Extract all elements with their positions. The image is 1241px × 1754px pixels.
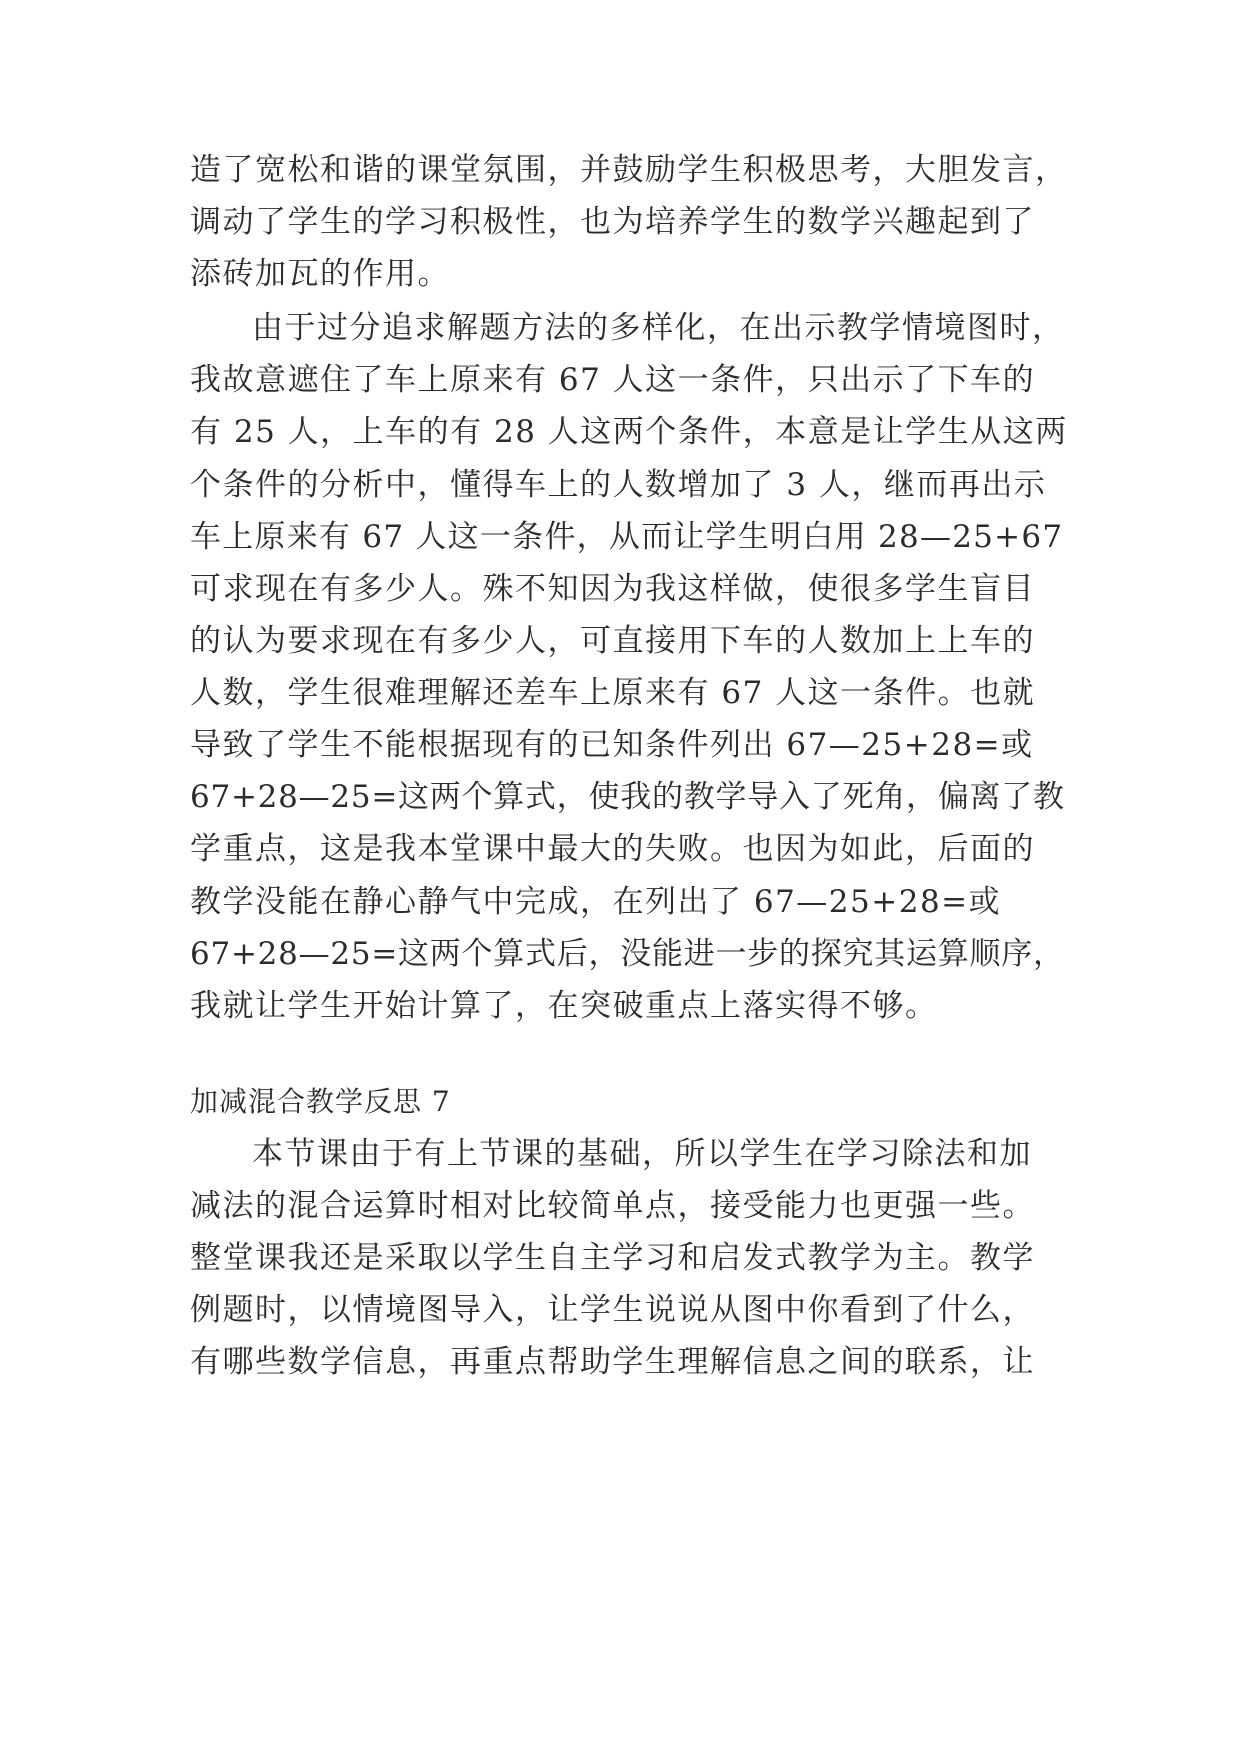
paragraph-1-line-1: 造了宽松和谐的课堂氛围，并鼓励学生积极思考，大胆发言， <box>190 152 1068 188</box>
paragraph-2-line-1: 由于过分追求解题方法的多样化，在出示教学情境图时， <box>252 310 1065 346</box>
paragraph-2-line-13: 67+28—25=这两个算式后，没能进一步的探究其运算顺序， <box>190 936 1065 972</box>
paragraph-2-line-9: 导致了学生不能根据现有的已知条件列出 67—25+28=或 <box>190 727 1034 763</box>
paragraph-2-line-3: 有 25 人，上车的有 28 人这两个条件，本意是让学生从这两 <box>190 414 1068 450</box>
paragraph-3-line-4: 例题时，以情境图导入，让学生说说从图中你看到了什么， <box>190 1292 1035 1328</box>
paragraph-2-line-4: 个条件的分析中，懂得车上的人数增加了 3 人，继而再出示 <box>190 467 1047 503</box>
paragraph-2-line-14: 我就让学生开始计算了，在突破重点上落实得不够。 <box>190 988 938 1024</box>
paragraph-3-line-5: 有哪些数学信息，再重点帮助学生理解信息之间的联系，让 <box>190 1344 1035 1380</box>
paragraph-1-line-3: 添砖加瓦的作用。 <box>190 256 450 292</box>
paragraph-2-line-7: 的认为要求现在有多少人，可直接用下车的人数加上上车的 <box>190 623 1035 659</box>
section-heading: 加减混合教学反思 7 <box>190 1085 451 1118</box>
paragraph-3-line-2: 减法的混合运算时相对比较简单点，接受能力也更强一些。 <box>190 1188 1035 1224</box>
paragraph-2-line-10: 67+28—25=这两个算式，使我的教学导入了死角，偏离了教 <box>190 779 1065 815</box>
paragraph-2-line-8: 人数，学生很难理解还差车上原来有 67 人这一条件。也就 <box>190 675 1036 711</box>
paragraph-3-line-1: 本节课由于有上节课的基础，所以学生在学习除法和加 <box>252 1136 1032 1172</box>
paragraph-1-line-2: 调动了学生的学习积极性，也为培养学生的数学兴趣起到了 <box>190 204 1035 240</box>
paragraph-3-line-3: 整堂课我还是采取以学生自主学习和启发式教学为主。教学 <box>190 1240 1035 1276</box>
paragraph-2-line-11: 学重点，这是我本堂课中最大的失败。也因为如此，后面的 <box>190 831 1035 867</box>
paragraph-2-line-5: 车上原来有 67 人这一条件，从而让学生明白用 28—25+67 <box>190 519 1064 555</box>
paragraph-2-line-12: 教学没能在静心静气中完成，在列出了 67—25+28=或 <box>190 884 1002 920</box>
paragraph-2-line-2: 我故意遮住了车上原来有 67 人这一条件，只出示了下车的 <box>190 362 1036 398</box>
paragraph-2-line-6: 可求现在有多少人。殊不知因为我这样做，使很多学生盲目 <box>190 571 1035 607</box>
